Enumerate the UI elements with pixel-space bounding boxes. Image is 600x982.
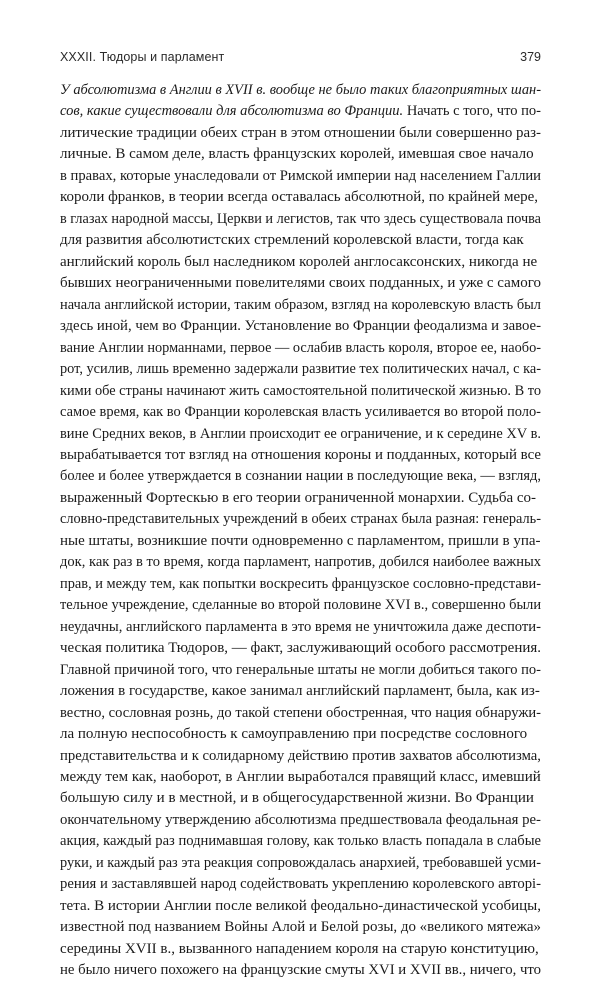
line-text: середины XVII в., вызванного нападением короля на старую конституцию, <box>60 940 539 957</box>
line-text: в правах, которые унаследовали от Римской империи над населением Галлии <box>60 167 541 184</box>
line-text: вине Средних веков, в Англии происходит ее ограничение, и к середине XV в. <box>60 425 541 442</box>
running-header <box>60 50 541 68</box>
line-text: большую силу и в местной, и в общегосударственной жизни. Во Франции <box>60 790 534 807</box>
text-line <box>60 166 541 187</box>
line-text: бывших неограниченными повелителями своих подданных, и уже с самого <box>60 275 541 292</box>
emphasized-text: У абсолютизма в Англии в XVII в. вообще не было таких благоприятных шан- <box>60 82 541 98</box>
line-text: для развития абсолютистских стремлений королевской власти, тогда как <box>60 232 524 249</box>
line-text: литические традиции обеих стран в этом отношении были совершенно раз- <box>60 124 541 141</box>
line-text: тета. В истории Англии после великой феодально-династической усобицы, <box>60 897 541 914</box>
text-line <box>60 531 541 552</box>
text-line <box>60 617 541 638</box>
text-line <box>60 746 541 767</box>
line-text: между тем как, наоборот, в Англии выработался правящий класс, имевший <box>60 769 541 785</box>
text-line <box>60 660 541 681</box>
text-line <box>60 896 541 917</box>
text-line <box>60 338 541 359</box>
line-text: словно-представительных учреждений в обеих странах была разная: генераль- <box>60 511 541 528</box>
text-line <box>60 252 541 273</box>
line-text: акция, каждый раз поднимавшая голову, как только власть попадала в слабые <box>60 833 541 850</box>
line-text: выраженный Фортескью в его теории ограниченной монархии. Судьба со- <box>60 489 537 506</box>
line-text: вание Англии норманнами, первое — ослабив власть короля, второе ее, наобо- <box>60 339 541 356</box>
line-text: вестно, сословная рознь, до такой степени обостренная, что нация обнаружи- <box>60 704 541 721</box>
text-line <box>60 681 541 702</box>
line-text: прав, и между тем, как попытки воскресить французское сословно-представи- <box>60 575 541 592</box>
line-text: тельное учреждение, сделанные во второй половине XVI в., совершенно были <box>60 597 541 614</box>
text-line <box>60 445 541 466</box>
text-line <box>60 767 541 788</box>
text-line <box>60 316 541 337</box>
text-line <box>60 810 541 831</box>
line-text: личные. В самом деле, власть французских королей, имевшая свое начало <box>60 146 534 163</box>
text-line <box>60 939 541 960</box>
line-text: начала английской истории, таким образом, взгляд на королевскую власть был <box>60 296 541 313</box>
page-number: 379 <box>520 50 541 64</box>
line-text: здесь иной, чем во Франции. Установление во Франции феодализма и завое- <box>60 318 541 335</box>
text-line <box>60 874 541 895</box>
text-line <box>60 144 541 165</box>
text-line <box>60 123 541 144</box>
text-line <box>60 80 541 101</box>
text-line <box>60 101 541 122</box>
line-text: самое время, как во Франции королевская власть усиливается во второй поло- <box>60 404 541 421</box>
line-text: ла полную неспособность к самоуправлению при посредстве сословного <box>60 726 528 743</box>
line-text: короли франков, в теории всегда оставалась абсолютной, по крайней мере, <box>60 189 539 206</box>
line-text: рот, усилив, лишь временно задержали развитие тех политических начал, с ка- <box>60 361 541 378</box>
line-text: в глазах народной массы, Церкви и легистов, так что здесь существовала почва <box>60 210 541 227</box>
text-line <box>60 187 541 208</box>
text-line <box>60 466 541 487</box>
text-line <box>60 424 541 445</box>
line-text: окончательному утверждению абсолютизма предшествовала феодальная ре- <box>60 811 541 828</box>
text-line <box>60 917 541 938</box>
body-paragraph <box>60 80 541 982</box>
line-text: ческая политика Тюдоров, — факт, заслуживающий особого рассмотрения. <box>60 640 541 657</box>
text-line <box>60 359 541 380</box>
running-title: XXXII. Тюдоры и парламент <box>60 50 225 64</box>
text-line <box>60 381 541 402</box>
text-line <box>60 788 541 809</box>
text-line <box>60 295 541 316</box>
text-line <box>60 273 541 294</box>
line-text: руки, и каждый раз эта реакция сопровождалась анархией, требовавшей усми- <box>60 854 541 871</box>
line-text: кими обе страны начинают жить самостоятельной политической жизнью. В то <box>60 382 541 399</box>
text-line <box>60 853 541 874</box>
line-text: Главной причиной того, что генеральные штаты не могли добиться такого по- <box>60 661 541 678</box>
text-line <box>60 831 541 852</box>
text-line <box>60 703 541 724</box>
line-text: док, как раз в то время, когда парламент, напротив, добился наиболее важных <box>60 554 541 571</box>
line-text: ные штаты, возникшие почти одновременно с парламентом, пришли в упа- <box>60 532 541 549</box>
text-line <box>60 595 541 616</box>
text-line <box>60 724 541 745</box>
line-text: ложения в государстве, какое занимал английский парламент, была, как из- <box>60 683 540 700</box>
text-line <box>60 488 541 509</box>
text-line <box>60 402 541 423</box>
line-text: не было ничего похожего на французские смуты XVI и XVII вв., ничего, что <box>60 962 541 979</box>
line-text: вырабатывается тот взгляд на отношения короны и подданных, который все <box>60 446 541 463</box>
text-line <box>60 574 541 595</box>
line-text: представительства и к солидарному действию против захватов абсолютизма, <box>60 747 541 764</box>
line-text: более и более утверждается в сознании нации в последующие века, — взгляд, <box>60 468 541 485</box>
line-text: рения и заставлявшей народ содействовать укреплению королевского авторі- <box>60 876 541 893</box>
emphasized-text: сов, какие существовали для абсолютизма во Франции. <box>60 103 404 120</box>
text-line <box>60 552 541 573</box>
text-line <box>60 960 541 981</box>
text-line <box>60 230 541 251</box>
text-line <box>60 638 541 659</box>
line-text: известной под названием Войны Алой и Белой розы, до «великого мятежа» <box>60 919 541 936</box>
line-text: Начать с того, что по- <box>403 103 541 120</box>
text-line <box>60 509 541 530</box>
text-line <box>60 209 541 230</box>
line-text: неудачны, английского парламента в это время не уничтожила даже деспоти- <box>60 618 541 635</box>
line-text: английский король был наследником королей англосаксонских, никогда не <box>60 253 538 270</box>
